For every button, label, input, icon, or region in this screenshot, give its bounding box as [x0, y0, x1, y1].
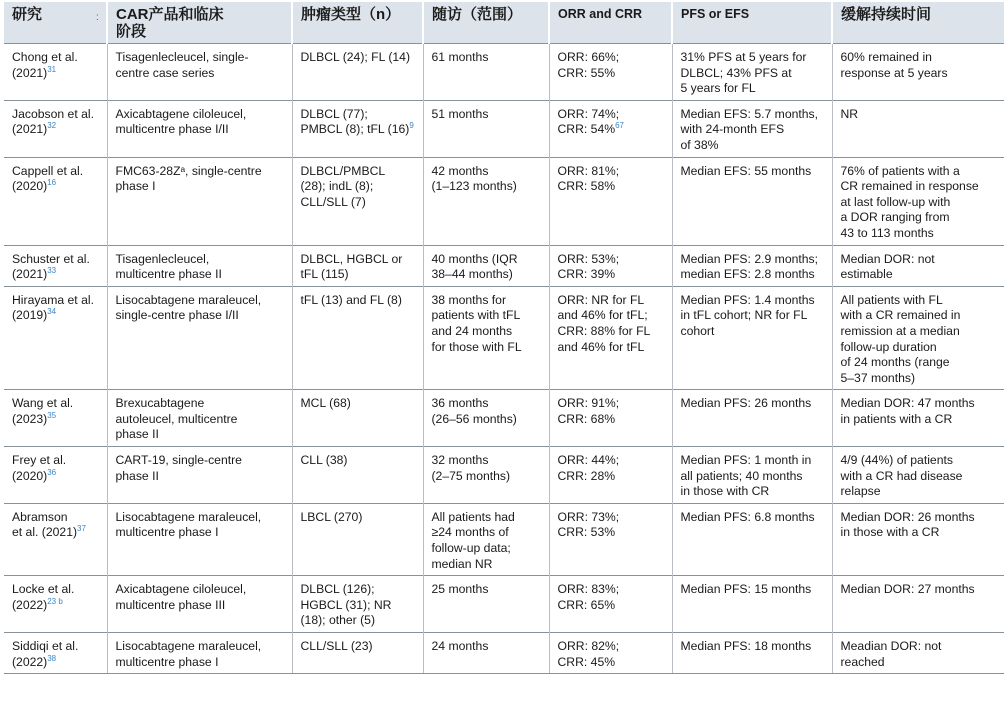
cell-followup: [423, 286, 549, 390]
table-row: [4, 100, 1004, 157]
cell-tumor-type: [292, 245, 423, 286]
cell-pfs-efs-text: Median PFS: 1.4 months in tFL cohort; NR for FL cohort: [680, 292, 815, 338]
cell-study-text: Siddiqi et al. (2022): [12, 639, 79, 669]
cell-followup: [423, 503, 549, 575]
cell-pfs-efs: [672, 390, 832, 447]
cell-dor-text: Meadian DOR: not reached: [840, 639, 942, 669]
cell-pfs-efs: [672, 100, 832, 157]
table-row: [4, 245, 1004, 286]
cell-pfs-efs: [672, 157, 832, 245]
cell-dor: [832, 503, 1004, 575]
cell-followup-text: 36 months (26–56 months): [431, 396, 517, 426]
cell-pfs-efs: [672, 503, 832, 575]
citation-ref[interactable]: 37: [77, 524, 86, 534]
cell-tumor-type-text: DLBCL (126); HGBCL (31); NR (18); other (5): [300, 582, 392, 628]
cell-orr-crr: [549, 286, 672, 390]
cell-study-text: Jacobson et al. (2021): [12, 106, 94, 137]
cell-tumor-type-text: tFL (13) and FL (8): [300, 292, 402, 307]
car-t-results-table: [4, 2, 1004, 674]
citation-ref[interactable]: 23 b: [47, 596, 63, 606]
cell-orr-crr-text: ORR: 83%; CRR: 65%: [557, 582, 620, 612]
cell-followup-text: 51 months: [431, 106, 489, 121]
cell-pfs-efs: [672, 245, 832, 286]
citation-ref[interactable]: 32: [47, 121, 57, 131]
cell-tumor-type-text: MCL (68): [300, 396, 351, 411]
header-product: CAR产品和临床 阶段: [107, 2, 292, 44]
cell-dor: [832, 44, 1004, 101]
header-separator-dot: :: [96, 12, 99, 23]
table-row: [4, 447, 1004, 504]
cell-followup-text: 38 months for patients with tFL and 24 months for those with FL: [431, 292, 522, 354]
cell-product: [107, 576, 292, 633]
cell-followup-text: 61 months: [431, 50, 489, 64]
cell-followup-text: All patients had ≥24 months of follow-up data; median NR: [431, 509, 515, 571]
cell-orr-crr: [549, 44, 672, 101]
cell-study: [4, 576, 107, 633]
citation-ref[interactable]: 16: [47, 178, 57, 188]
cell-pfs-efs-text: 31% PFS at 5 years for DLBCL; 43% PFS at 5 years for FL: [680, 50, 807, 96]
cell-product: [107, 100, 292, 157]
cell-pfs-efs-text: Median PFS: 18 months: [680, 639, 812, 653]
table-row: [4, 633, 1004, 674]
cell-tumor-type-text: CLL (38): [300, 453, 348, 468]
cell-product-text: Lisocabtagene maraleucel, multicentre phase I: [115, 639, 262, 669]
cell-tumor-type: [292, 503, 423, 575]
cell-tumor-type-text: DLBCL, HGBCL or tFL (115): [300, 251, 403, 282]
cell-product: [107, 447, 292, 504]
cell-study-text: Locke et al. (2022): [12, 582, 75, 612]
cell-tumor-type: [292, 576, 423, 633]
cell-study: [4, 286, 107, 390]
table-row: [4, 44, 1004, 101]
cell-tumor-type: [292, 633, 423, 674]
cell-study-text: Wang et al. (2023): [12, 396, 74, 426]
citation-ref[interactable]: 33: [47, 266, 57, 276]
table-body: [4, 44, 1004, 674]
cell-product: [107, 633, 292, 674]
cell-pfs-efs-text: Median PFS: 6.8 months: [680, 509, 815, 524]
table-row: [4, 576, 1004, 633]
cell-tumor-type: [292, 157, 423, 245]
cell-dor: [832, 157, 1004, 245]
cell-dor-text: All patients with FL with a CR remained in remission at a median follow-up duration of 24 months (range 5–37 months): [840, 292, 961, 385]
table-row: [4, 503, 1004, 575]
cell-product-text: Brexucabtagene autoleucel, multicentre phase II: [115, 396, 238, 442]
table-header: [4, 2, 1004, 44]
cell-product-text: Axicabtagene ciloleucel, multicentre phase I/II: [115, 106, 247, 137]
citation-ref[interactable]: 31: [47, 64, 57, 74]
cell-orr-crr-text: ORR: 74%; CRR: 54%: [557, 106, 620, 137]
citation-ref[interactable]: 35: [47, 410, 57, 420]
cell-tumor-type: [292, 447, 423, 504]
header-pfs-efs: PFS or EFS: [672, 2, 832, 44]
cell-product-text: Axicabtagene ciloleucel, multicentre phase III: [115, 582, 247, 612]
table-row: [4, 286, 1004, 390]
cell-study: [4, 447, 107, 504]
cell-study: [4, 633, 107, 674]
table-row: [4, 390, 1004, 447]
cell-product: [107, 390, 292, 447]
cell-study: [4, 245, 107, 286]
cell-tumor-type: [292, 44, 423, 101]
cell-tumor-type: [292, 390, 423, 447]
cell-study-text: Schuster et al. (2021): [12, 251, 90, 282]
cell-product-text: Tisagenlecleucel, multicentre phase II: [115, 251, 222, 282]
cell-dor: [832, 633, 1004, 674]
citation-ref[interactable]: 36: [47, 467, 57, 477]
cell-tumor-type-text: CLL/SLL (23): [300, 639, 373, 653]
cell-dor: [832, 245, 1004, 286]
cell-dor-text: Median DOR: 26 months in those with a CR: [840, 509, 975, 540]
cell-pfs-efs-text: Median PFS: 2.9 months; median EFS: 2.8 months: [680, 251, 819, 282]
cell-orr-crr: [549, 245, 672, 286]
cell-tumor-type-text: DLBCL (24); FL (14): [300, 50, 410, 64]
cell-product: [107, 157, 292, 245]
header-study: 研究: [4, 2, 107, 44]
cell-product-text: FMC63-28Zᵃ, single-centre phase I: [115, 163, 262, 194]
citation-ref[interactable]: 34: [47, 307, 57, 317]
cell-orr-crr-text: ORR: 81%; CRR: 58%: [557, 163, 620, 194]
cell-dor-text: 4/9 (44%) of patients with a CR had disease relapse: [840, 453, 963, 499]
cell-orr-crr-text: ORR: 91%; CRR: 68%: [557, 396, 620, 426]
cell-study: [4, 100, 107, 157]
cell-pfs-efs-text: Median PFS: 1 month in all patients; 40 months in those with CR: [680, 453, 812, 499]
cell-pfs-efs-text: Median EFS: 5.7 months, with 24-month EFS of 38%: [680, 106, 819, 152]
cell-orr-crr-text: ORR: 53%; CRR: 39%: [557, 251, 620, 282]
cell-dor: [832, 100, 1004, 157]
cell-orr-crr: [549, 157, 672, 245]
cell-orr-crr-text: ORR: 66%; CRR: 55%: [557, 50, 620, 80]
cell-dor: [832, 576, 1004, 633]
cell-followup-text: 32 months (2–75 months): [431, 453, 511, 483]
cell-orr-crr: [549, 390, 672, 447]
cell-followup: [423, 100, 549, 157]
cell-product-text: Lisocabtagene maraleucel, multicentre phase I: [115, 509, 262, 540]
header-row: [4, 2, 1004, 44]
cell-pfs-efs: [672, 44, 832, 101]
cell-study-text: Chong et al. (2021): [12, 50, 78, 80]
cell-dor-text: Median DOR: 47 months in patients with a CR: [840, 396, 975, 426]
table-row: [4, 157, 1004, 245]
cell-study: [4, 157, 107, 245]
header-orr-crr: ORR and CRR: [549, 2, 672, 44]
cell-product-text: Tisagenlecleucel, single- centre case series: [115, 50, 249, 80]
cell-pfs-efs-text: Median PFS: 26 months: [680, 396, 812, 411]
cell-pfs-efs: [672, 447, 832, 504]
cell-orr-crr: [549, 633, 672, 674]
cell-orr-crr: [549, 447, 672, 504]
cell-orr-crr: [549, 576, 672, 633]
cell-study: [4, 44, 107, 101]
cell-followup: [423, 633, 549, 674]
cell-followup-text: 25 months: [431, 582, 489, 597]
cell-product: [107, 44, 292, 101]
cell-orr-crr-text: ORR: 82%; CRR: 45%: [557, 639, 620, 669]
cell-dor: [832, 447, 1004, 504]
cell-tumor-type-text: DLBCL (77); PMBCL (8); tFL (16): [300, 106, 410, 137]
cell-pfs-efs: [672, 633, 832, 674]
cell-study-text: Abramson et al. (2021): [12, 509, 78, 540]
cell-dor-text: 76% of patients with a CR remained in response at last follow-up with a DOR ranging from 43 to 113 months: [840, 163, 979, 240]
cell-study: [4, 503, 107, 575]
cell-study: [4, 390, 107, 447]
header-tumor-type: 肿瘤类型（n）: [292, 2, 423, 44]
cell-followup: [423, 157, 549, 245]
cell-followup-text: 42 months (1–123 months): [431, 163, 517, 194]
cell-followup-text: 40 months (IQR 38–44 months): [431, 251, 518, 282]
cell-dor-text: Median DOR: not estimable: [840, 251, 935, 282]
cell-pfs-efs: [672, 576, 832, 633]
cell-dor-text: 60% remained in response at 5 years: [840, 50, 948, 80]
cell-study-text: Hirayama et al. (2019): [12, 292, 94, 323]
cell-product: [107, 245, 292, 286]
cell-study-text: Frey et al. (2020): [12, 453, 67, 483]
cell-orr-crr-text: ORR: NR for FL and 46% for tFL; CRR: 88% for FL and 46% for tFL: [557, 292, 651, 354]
citation-ref[interactable]: 9: [409, 121, 414, 131]
cell-tumor-type: [292, 100, 423, 157]
cell-product: [107, 286, 292, 390]
cell-followup: [423, 447, 549, 504]
cell-dor-text: NR: [840, 106, 859, 121]
cell-orr-crr: [549, 503, 672, 575]
cell-orr-crr-text: ORR: 73%; CRR: 53%: [557, 509, 620, 540]
cell-followup: [423, 44, 549, 101]
cell-product-text: CART-19, single-centre phase II: [115, 453, 242, 483]
cell-pfs-efs: [672, 286, 832, 390]
cell-pfs-efs-text: Median PFS: 15 months: [680, 582, 812, 597]
cell-tumor-type-text: DLBCL/PMBCL (28); indL (8); CLL/SLL (7): [300, 163, 386, 209]
cell-followup: [423, 576, 549, 633]
citation-ref[interactable]: 67: [615, 121, 624, 131]
cell-product: [107, 503, 292, 575]
cell-dor: [832, 286, 1004, 390]
cell-pfs-efs-text: Median EFS: 55 months: [680, 163, 812, 178]
cell-orr-crr-text: ORR: 44%; CRR: 28%: [557, 453, 620, 483]
cell-study-text: Cappell et al. (2020): [12, 163, 84, 194]
cell-dor-text: Median DOR: 27 months: [840, 582, 975, 597]
header-followup: 随访（范围）: [423, 2, 549, 44]
header-dor: 缓解持续时间: [832, 2, 1004, 44]
citation-ref[interactable]: 38: [47, 653, 57, 663]
cell-orr-crr: [549, 100, 672, 157]
cell-product-text: Lisocabtagene maraleucel, single-centre phase I/II: [115, 292, 262, 323]
cell-tumor-type: [292, 286, 423, 390]
cell-followup: [423, 245, 549, 286]
cell-tumor-type-text: LBCL (270): [300, 509, 363, 524]
cell-followup: [423, 390, 549, 447]
cell-dor: [832, 390, 1004, 447]
cell-followup-text: 24 months: [431, 639, 489, 653]
